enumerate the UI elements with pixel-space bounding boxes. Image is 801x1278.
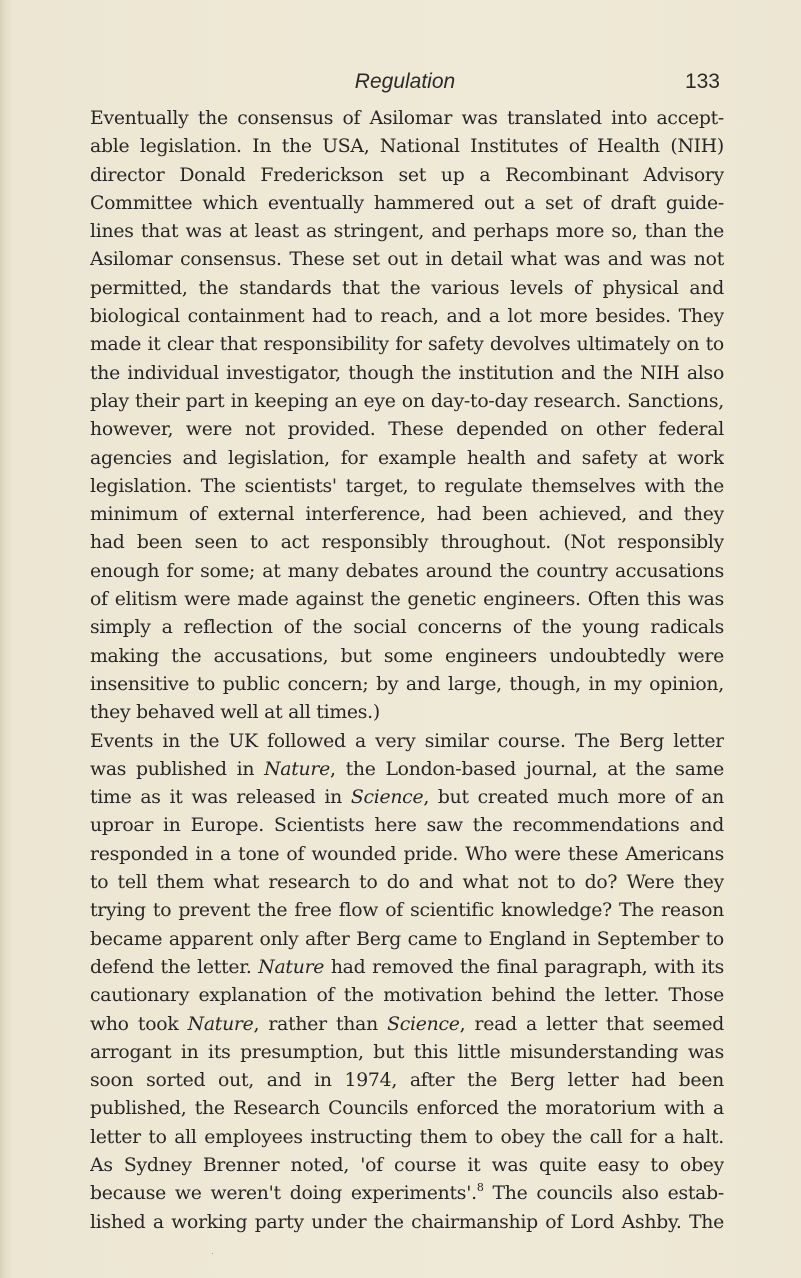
running-header	[90, 70, 720, 102]
journal-title: Nature	[258, 956, 325, 978]
text-line: simply a reflection of the social concerns of the young radicals	[90, 617, 724, 639]
footnote-marker: 8	[476, 1181, 484, 1195]
chapter-title: Regulation	[354, 70, 456, 93]
text-line: they behaved well at all times.)	[90, 702, 380, 724]
text-line: published, the Research Councils enforced the moratorium with a	[90, 1098, 724, 1120]
text-line: As Sydney Brenner noted, 'of course it was quite easy to obey	[90, 1154, 724, 1176]
text-line: permitted, the standards that the various levels of physical and	[90, 277, 724, 299]
text-line: time as it was released in Science, but created much more of an	[90, 787, 724, 809]
text-line: legislation. The scientists' target, to regulate themselves with the	[90, 475, 724, 497]
text-line: uproar in Europe. Scientists here saw the recommendations and	[90, 815, 724, 837]
text-line: to tell them what research to do and what not to do? Were they	[90, 872, 724, 894]
text-line: arrogant in its presumption, but this little misunderstanding was	[90, 1041, 724, 1063]
text-line: of elitism were made against the genetic engineers. Often this was	[90, 589, 724, 611]
text-line: Committee which eventually hammered out a set of draft guide-	[90, 192, 724, 214]
text-line: able legislation. In the USA, National Institutes of Health (NIH)	[90, 136, 724, 158]
text-line: minimum of external interference, had been achieved, and they	[90, 504, 724, 526]
text-line: Events in the UK followed a very similar course. The Berg letter	[90, 730, 724, 752]
text-line: because we weren't doing experiments'.$^8$ The councils also estab-	[90, 1181, 724, 1205]
body-text	[90, 105, 724, 1237]
journal-title: Science	[387, 1013, 460, 1035]
text-line: making the accusations, but some engineers undoubtedly were	[90, 645, 724, 667]
text-line: was published in Nature, the London-based journal, at the same	[90, 758, 724, 780]
text-line: defend the letter. Nature had removed the final paragraph, with its	[90, 956, 724, 978]
text-line: responded in a tone of wounded pride. Who were these Americans	[90, 843, 724, 865]
text-line: enough for some; at many debates around the country accusations	[90, 560, 724, 582]
journal-title: Nature	[187, 1013, 254, 1035]
text-line: trying to prevent the free flow of scientific knowledge? The reason	[90, 900, 724, 922]
text-line: Asilomar consensus. These set out in detail what was and was not	[90, 249, 724, 271]
text-line: became apparent only after Berg came to England in September to	[90, 928, 724, 950]
text-line: lines that was at least as stringent, and perhaps more so, than the	[90, 221, 724, 243]
text-line: letter to all employees instructing them to obey the call for a halt.	[90, 1126, 724, 1148]
text-line: made it clear that responsibility for safety devolves ultimately on to	[90, 334, 724, 356]
text-line: had been seen to act responsibly throughout. (Not responsibly	[90, 532, 724, 554]
page-number: 133	[684, 70, 720, 93]
text-line: the individual investigator, though the institution and the NIH also	[90, 362, 724, 384]
text-line: agencies and legislation, for example health and safety at work	[90, 447, 724, 469]
text-line: Eventually the consensus of Asilomar was translated into accept-	[90, 108, 724, 129]
text-line: however, were not provided. These depended on other federal	[90, 419, 724, 441]
text-line: biological containment had to reach, and a lot more besides. They	[90, 306, 724, 328]
text-line: director Donald Frederickson set up a Recombinant Advisory	[90, 164, 724, 186]
text-line: lished a working party under the chairmanship of Lord Ashby. The	[90, 1211, 724, 1233]
text-line: insensitive to public concern; by and large, though, in my opinion,	[90, 673, 724, 695]
text-line: cautionary explanation of the motivation behind the letter. Those	[90, 985, 724, 1007]
paper-speck	[212, 1253, 213, 1254]
text-line: soon sorted out, and in 1974, after the Berg letter had been	[90, 1070, 724, 1092]
journal-title: Nature	[264, 758, 330, 780]
text-line: who took Nature, rather than Science, read a letter that seemed	[90, 1013, 724, 1035]
text-line: play their part in keeping an eye on day-to-day research. Sanctions,	[90, 390, 724, 412]
journal-title: Science	[350, 787, 424, 809]
